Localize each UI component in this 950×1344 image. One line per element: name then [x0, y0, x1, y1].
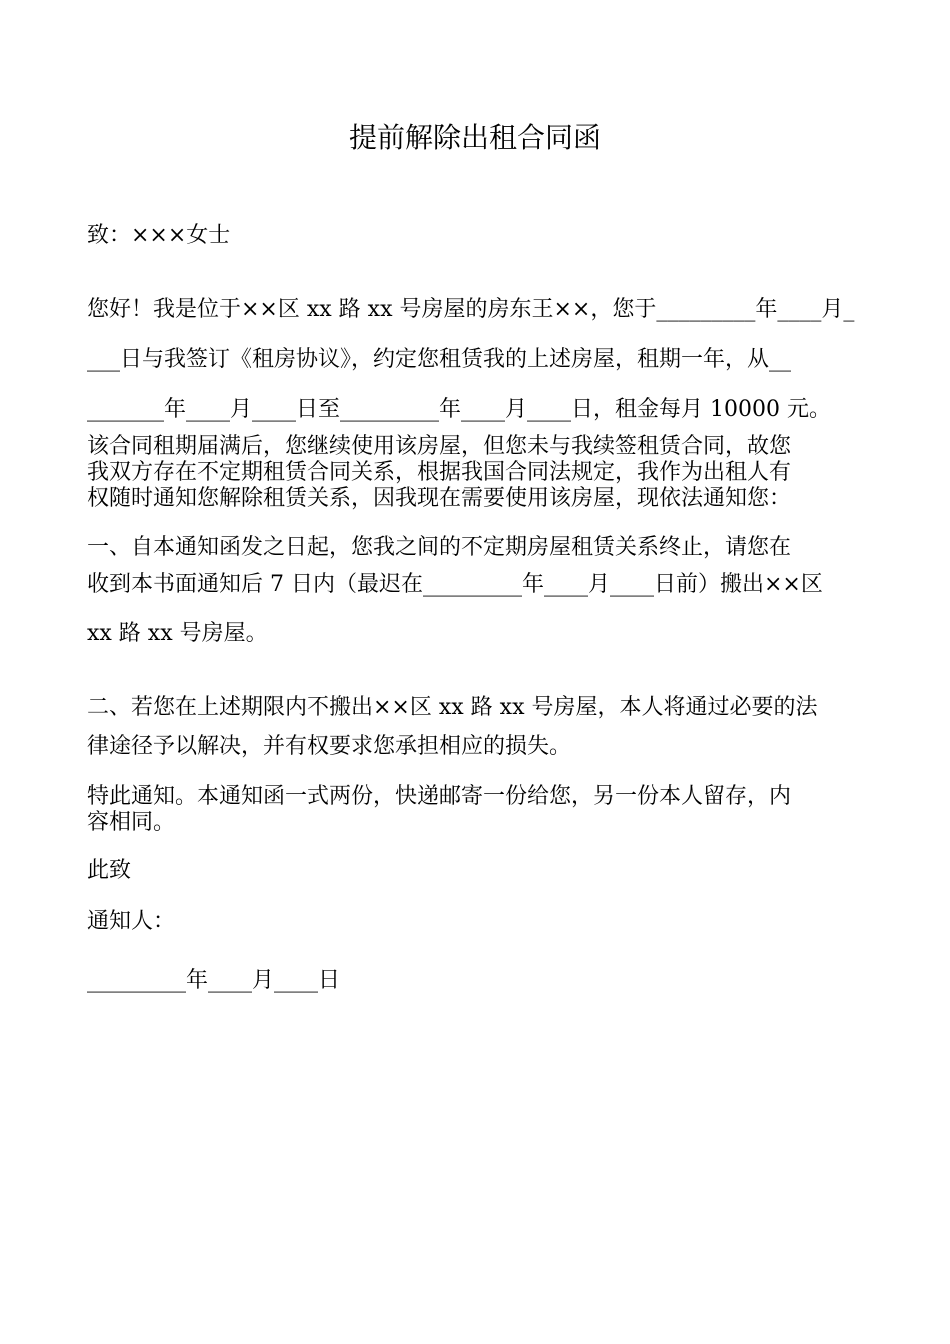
item2-line: 律途径予以解决，并有权要求您承担相应的损失。: [87, 734, 572, 759]
paragraph1-line: 权随时通知您解除租赁关系，因我现在需要使用该房屋，现依法通知您：: [87, 486, 792, 511]
item1-line: xx 路 xx 号房屋。: [87, 621, 268, 646]
paragraph1-line: 该合同租期届满后，您继续使用该房屋，但您未与我续签租赁合同，故您: [87, 434, 792, 459]
signatory-label: 通知人：: [87, 909, 176, 934]
item1-line: 收到本书面通知后 7 日内（最迟在_________年____月____日前）搬出××区: [87, 572, 823, 597]
paragraph1-line: 您好！我是位于××区 xx 路 xx 号房屋的房东王××，您于_________年____月_: [87, 297, 855, 322]
salutation: 致：×××女士: [87, 223, 231, 248]
closing: 此致: [87, 858, 132, 883]
item2-line: 二、若您在上述期限内不搬出××区 xx 路 xx 号房屋，本人将通过必要的法: [87, 695, 818, 720]
date-line: _________年____月____日: [87, 968, 341, 993]
notice-line: 特此通知。本通知函一式两份，快递邮寄一份给您，另一份本人留存，内: [87, 784, 792, 809]
paragraph1-line: ___日与我签订《租房协议》，约定您租赁我的上述房屋，租期一年，从__: [87, 347, 792, 372]
item1-line: 一、自本通知函发之日起，您我之间的不定期房屋租赁关系终止，请您在: [87, 535, 792, 560]
document-title: 提前解除出租合同函: [348, 121, 601, 154]
notice-line: 容相同。: [87, 810, 176, 835]
paragraph1-line: 我双方存在不定期租赁合同关系，根据我国合同法规定，我作为出租人有: [87, 460, 792, 485]
paragraph1-line: _______年____月____日至_________年____月____日，租金每月 10000 元。: [87, 397, 831, 422]
